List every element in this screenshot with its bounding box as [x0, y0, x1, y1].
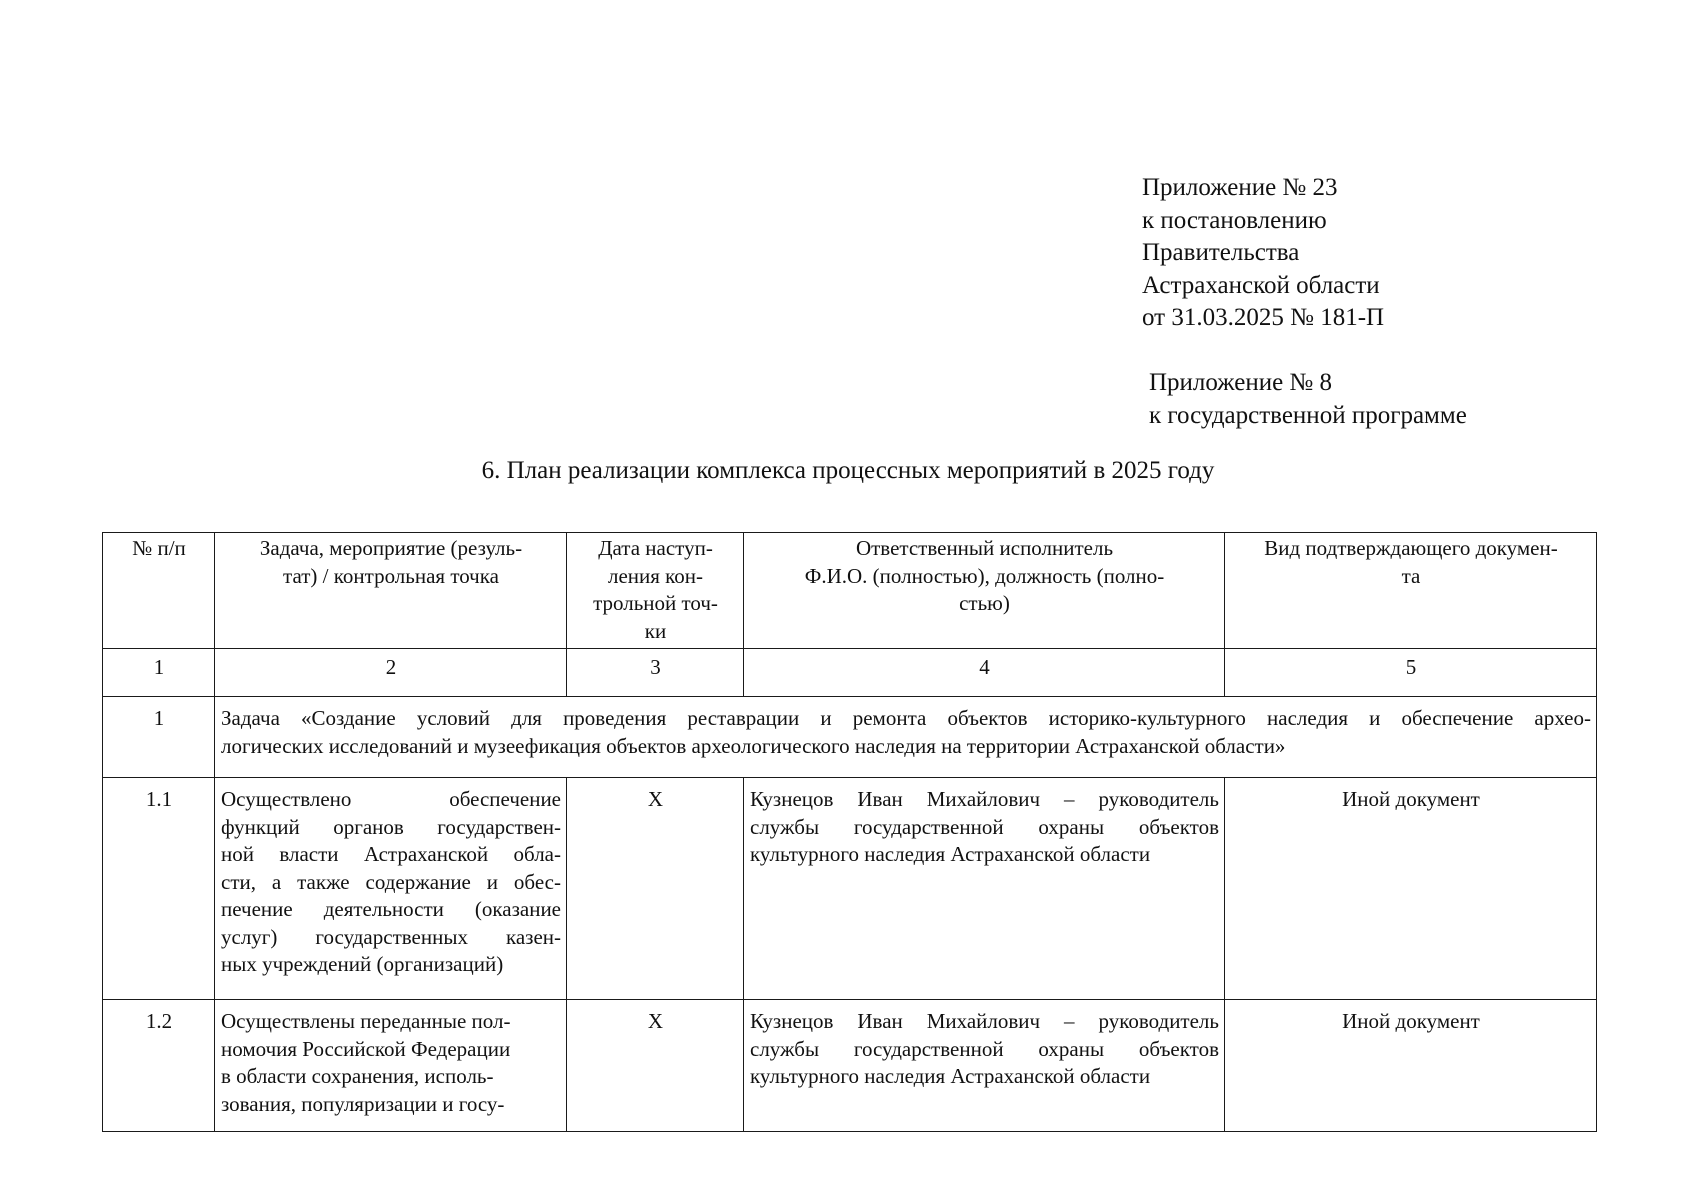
- table-row: [103, 778, 1597, 1000]
- table-row: [103, 1000, 1597, 1132]
- column-number: 1: [103, 649, 215, 697]
- header-document: Вид подтверждающего докумен- та: [1225, 533, 1597, 649]
- header-number: № п/п: [103, 533, 215, 649]
- attachment-8-line: к государственной программе: [1149, 401, 1467, 429]
- row-responsible: Кузнецов Иван Михайлович – руководитель службы государственной охраны объектов культурного наследия Астраханской области: [744, 778, 1225, 1000]
- row-responsible: Кузнецов Иван Михайлович – руководитель службы государственной охраны объектов культурного наследия Астраханской области: [744, 1000, 1225, 1132]
- plan-table: [102, 532, 1597, 1132]
- row-number: 1.1: [103, 778, 215, 1000]
- attachment-23-line: к постановлению: [1142, 206, 1327, 234]
- attachment-23-block: [1142, 172, 1384, 335]
- task-row: [103, 697, 1597, 778]
- column-number: 2: [215, 649, 567, 697]
- attachment-8-block: [1149, 367, 1467, 432]
- header-responsible: Ответственный исполнитель Ф.И.О. (полностью), должность (полно- стью): [744, 533, 1225, 649]
- row-date: Х: [567, 778, 744, 1000]
- row-event: Осуществлены переданные пол- номочия Российской Федерации в области сохранения, исполь- зования, популяризации и госу-: [215, 1000, 567, 1132]
- document-title: 6. План реализации комплекса процессных мероприятий в 2025 году: [481, 457, 1215, 484]
- column-number: 4: [744, 649, 1225, 697]
- attachment-8-line: Приложение № 8: [1149, 369, 1333, 396]
- row-document: Иной документ: [1225, 1000, 1597, 1132]
- attachment-23-line: Правительства: [1142, 239, 1300, 266]
- row-event: Осуществлено обеспечение функций органов государствен- ной власти Астраханской обла- сти, а также содержание и обес- печение деятельности (оказание услуг) государственных казен- ных учреждений (организаций): [215, 778, 567, 1000]
- task-text: Задача «Создание условий для проведения реставрации и ремонта объектов историко-культурного наследия и обеспечение архео- логических исследований и музеефикация объектов археологического наследия на территории Астраханской области»: [215, 697, 1597, 778]
- task-number: 1: [103, 697, 215, 778]
- attachment-23-line: Астраханской области: [1142, 271, 1380, 299]
- attachment-23-line: от 31.03.2025 № 181-П: [1142, 304, 1385, 331]
- column-number: 3: [567, 649, 744, 697]
- table-header-row: [103, 533, 1597, 649]
- attachment-23-line: Приложение № 23: [1142, 174, 1338, 201]
- column-number: 5: [1225, 649, 1597, 697]
- column-numbers-row: [103, 649, 1597, 697]
- header-date: Дата наступ- ления кон- трольной точ- ки: [567, 533, 744, 649]
- header-event: Задача, мероприятие (резуль- тат) / контрольная точка: [215, 533, 567, 649]
- row-document: Иной документ: [1225, 778, 1597, 1000]
- row-number: 1.2: [103, 1000, 215, 1132]
- row-date: Х: [567, 1000, 744, 1132]
